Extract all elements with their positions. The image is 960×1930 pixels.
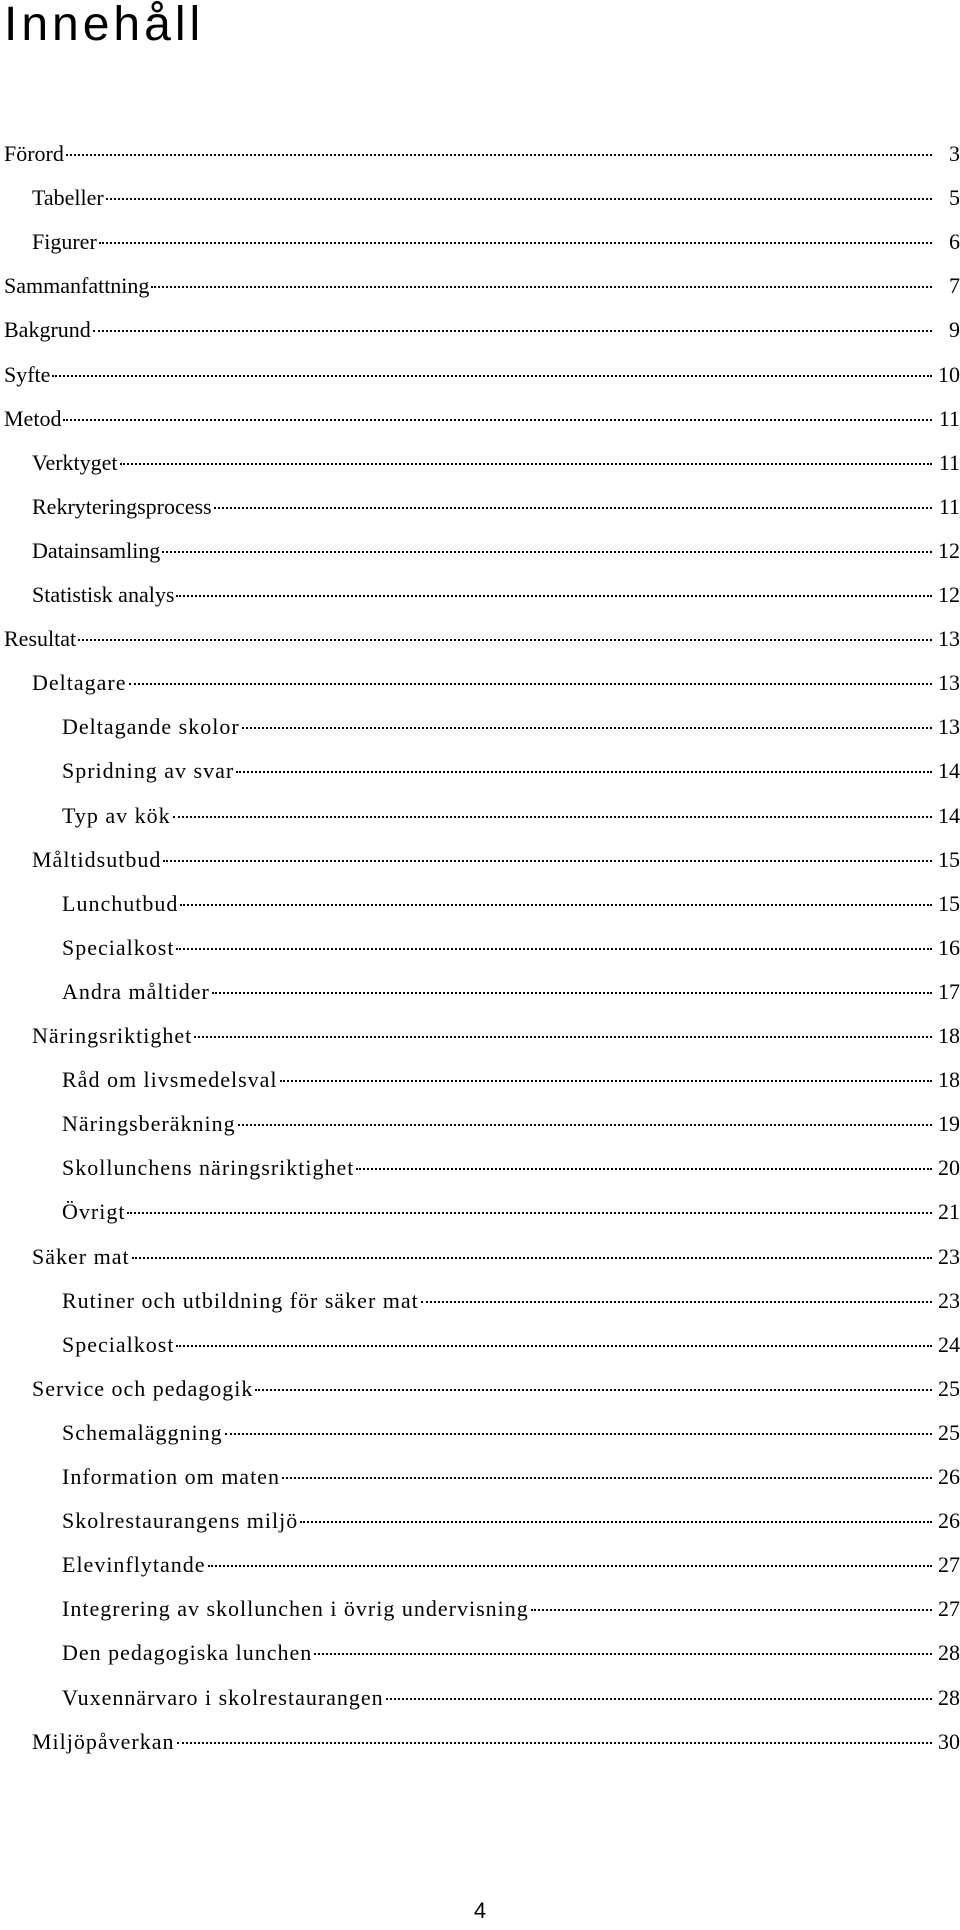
toc-entry[interactable] <box>32 1373 960 1405</box>
toc-entry-page-number: 18 <box>938 1023 960 1048</box>
toc-entry-page-number: 6 <box>949 229 960 254</box>
toc-entry-label: Råd om livsmedelsval <box>62 1067 278 1092</box>
toc-dot-leader <box>151 286 932 288</box>
toc-dot-leader <box>63 419 932 421</box>
toc-dot-leader <box>282 1477 932 1479</box>
toc-entry[interactable] <box>32 182 960 214</box>
page-number: 4 <box>473 1898 487 1923</box>
toc-entry-label: Elevinflytande <box>62 1552 206 1577</box>
toc-dot-leader <box>78 639 932 641</box>
toc-entry-label: Lunchutbud <box>62 891 179 916</box>
toc-dot-leader <box>236 771 932 773</box>
toc-entry-label: Den pedagogiska lunchen <box>62 1640 313 1665</box>
toc-entry-page-number: 26 <box>938 1464 960 1489</box>
toc-entry-page-number: 16 <box>938 935 960 960</box>
toc-dot-leader <box>180 904 932 906</box>
toc-entry[interactable] <box>62 1329 960 1361</box>
toc-entry[interactable] <box>4 270 960 302</box>
toc-entry-page-number: 23 <box>938 1244 960 1269</box>
toc-dot-leader <box>242 727 932 729</box>
toc-dot-leader <box>177 1742 932 1744</box>
toc-dot-leader <box>93 330 932 332</box>
toc-entry-label: Datainsamling <box>32 538 161 563</box>
toc-entry[interactable] <box>4 623 960 655</box>
toc-entry-page-number: 21 <box>938 1199 960 1224</box>
toc-entry-label: Deltagare <box>32 670 127 695</box>
toc-entry-label: Vuxennärvaro i skolrestaurangen <box>62 1685 384 1710</box>
toc-entry-page-number: 12 <box>938 538 960 563</box>
toc-entry-page-number: 15 <box>938 847 960 872</box>
toc-entry-label: Övrigt <box>62 1199 126 1224</box>
toc-entry-page-number: 15 <box>938 891 960 916</box>
toc-entry[interactable] <box>62 1064 960 1096</box>
toc-entry[interactable] <box>32 844 960 876</box>
toc-dot-leader <box>176 948 932 950</box>
toc-entry[interactable] <box>32 447 960 479</box>
toc-entry-page-number: 30 <box>938 1729 960 1754</box>
toc-entry-page-number: 28 <box>938 1640 960 1665</box>
toc-entry-label: Rekryteringsprocess <box>32 494 212 519</box>
toc-entry-label: Syfte <box>4 362 51 387</box>
toc-dot-leader <box>194 1036 932 1038</box>
toc-entry-page-number: 14 <box>938 803 960 828</box>
toc-dot-leader <box>127 1212 932 1214</box>
toc-entry[interactable] <box>62 1549 960 1581</box>
toc-entry[interactable] <box>62 1417 960 1449</box>
toc-entry-label: Resultat <box>4 626 77 651</box>
toc-entry[interactable] <box>32 226 960 258</box>
toc-entry-label: Statistisk analys <box>32 582 175 607</box>
toc-dot-leader <box>162 551 932 553</box>
toc-entry-label: Skollunchens näringsriktighet <box>62 1155 355 1180</box>
toc-entry-label: Integrering av skollunchen i övrig undervisning <box>62 1596 529 1621</box>
toc-entry-page-number: 25 <box>938 1376 960 1401</box>
toc-entry-page-number: 11 <box>938 494 960 519</box>
toc-entry-page-number: 18 <box>938 1067 960 1092</box>
toc-entry-label: Specialkost <box>62 1332 175 1357</box>
toc-dot-leader <box>132 1257 932 1259</box>
toc-entry-label: Säker mat <box>32 1244 130 1269</box>
toc-entry-page-number: 27 <box>938 1552 960 1577</box>
toc-dot-leader <box>66 154 932 156</box>
toc-entry[interactable] <box>62 755 960 787</box>
toc-entry[interactable] <box>32 579 960 611</box>
toc-entry[interactable] <box>32 1241 960 1273</box>
toc-dot-leader <box>176 595 932 597</box>
toc-dot-leader <box>212 992 932 994</box>
toc-entry-page-number: 10 <box>938 362 960 387</box>
toc-dot-leader <box>173 816 932 818</box>
toc-entry-page-number: 11 <box>938 406 960 431</box>
toc-entry-label: Spridning av svar <box>62 758 235 783</box>
toc-dot-leader <box>280 1080 932 1082</box>
toc-dot-leader <box>163 860 932 862</box>
toc-dot-leader <box>176 1345 932 1347</box>
toc-entry-label: Tabeller <box>32 185 104 210</box>
toc-entry-page-number: 5 <box>949 185 960 210</box>
page-title: Innehåll <box>4 0 205 51</box>
toc-entry-label: Typ av kök <box>62 803 171 828</box>
toc-entry-label: Schemaläggning <box>62 1420 223 1445</box>
toc-entry-label: Figurer <box>32 229 97 254</box>
toc-entry-label: Verktyget <box>32 450 118 475</box>
toc-entry-page-number: 13 <box>938 714 960 739</box>
toc-entry[interactable] <box>4 359 960 391</box>
toc-entry-page-number: 9 <box>949 317 960 342</box>
toc-entry-page-number: 19 <box>938 1111 960 1136</box>
toc-entry-label: Deltagande skolor <box>62 714 240 739</box>
toc-entry-label: Andra måltider <box>62 979 210 1004</box>
toc-entry[interactable] <box>62 800 960 832</box>
toc-entry-label: Miljöpåverkan <box>32 1729 175 1754</box>
toc-entry[interactable] <box>62 1682 960 1714</box>
toc-entry-label: Förord <box>4 141 64 166</box>
toc-dot-leader <box>208 1565 932 1567</box>
toc-dot-leader <box>356 1168 932 1170</box>
toc-entry[interactable] <box>62 932 960 964</box>
toc-dot-leader <box>421 1301 932 1303</box>
toc-entry[interactable] <box>62 1593 960 1625</box>
toc-entry-page-number: 26 <box>938 1508 960 1533</box>
toc-dot-leader <box>99 242 932 244</box>
toc-entry-page-number: 11 <box>938 450 960 475</box>
toc-entry-page-number: 3 <box>949 141 960 166</box>
toc-entry-page-number: 13 <box>938 670 960 695</box>
toc-dot-leader <box>255 1389 932 1391</box>
toc-entry-label: Service och pedagogik <box>32 1376 254 1401</box>
toc-entry[interactable] <box>62 976 960 1008</box>
toc-dot-leader <box>300 1521 932 1523</box>
toc-entry-label: Skolrestaurangens miljö <box>62 1508 299 1533</box>
toc-entry[interactable] <box>62 1108 960 1140</box>
toc-dot-leader <box>225 1433 932 1435</box>
toc-entry[interactable] <box>62 888 960 920</box>
toc-entry[interactable] <box>4 314 960 346</box>
toc-entry-page-number: 20 <box>938 1155 960 1180</box>
toc-entry-page-number: 7 <box>949 273 960 298</box>
toc-entry-label: Sammanfattning <box>4 273 150 298</box>
toc-entry[interactable] <box>62 711 960 743</box>
toc-entry-label: Information om maten <box>62 1464 280 1489</box>
toc-dot-leader <box>214 507 932 509</box>
toc-dot-leader <box>386 1698 932 1700</box>
toc-entry[interactable] <box>32 1726 960 1758</box>
toc-entry[interactable] <box>32 535 960 567</box>
toc-entry-page-number: 27 <box>938 1596 960 1621</box>
toc-entry-page-number: 13 <box>938 626 960 651</box>
toc-dot-leader <box>314 1653 932 1655</box>
toc-entry[interactable] <box>62 1152 960 1184</box>
toc-entry[interactable] <box>62 1285 960 1317</box>
toc-entry[interactable] <box>62 1461 960 1493</box>
toc-entry-label: Metod <box>4 406 62 431</box>
toc-dot-leader <box>531 1609 932 1611</box>
toc-entry[interactable] <box>4 403 960 435</box>
toc-dot-leader <box>120 463 932 465</box>
toc-entry-page-number: 14 <box>938 758 960 783</box>
toc-entry[interactable] <box>62 1505 960 1537</box>
toc-entry-page-number: 25 <box>938 1420 960 1445</box>
toc-dot-leader <box>52 375 932 377</box>
toc-entry[interactable] <box>4 138 960 170</box>
toc-entry-label: Måltidsutbud <box>32 847 162 872</box>
toc-dot-leader <box>106 198 932 200</box>
toc-dot-leader <box>129 683 933 685</box>
toc-entry-page-number: 17 <box>938 979 960 1004</box>
toc-entry-label: Rutiner och utbildning för säker mat <box>62 1288 419 1313</box>
toc-entry-page-number: 12 <box>938 582 960 607</box>
toc-entry-page-number: 23 <box>938 1288 960 1313</box>
toc-entry-label: Näringsriktighet <box>32 1023 193 1048</box>
toc-entry[interactable] <box>32 667 960 699</box>
toc-entry-label: Bakgrund <box>4 317 91 342</box>
toc-entry[interactable] <box>32 1020 960 1052</box>
toc-entry-label: Specialkost <box>62 935 175 960</box>
toc-entry[interactable] <box>32 491 960 523</box>
toc-entry-label: Näringsberäkning <box>62 1111 236 1136</box>
toc-entry-page-number: 24 <box>938 1332 960 1357</box>
toc-entry[interactable] <box>62 1196 960 1228</box>
toc-entry-page-number: 28 <box>938 1685 960 1710</box>
toc-dot-leader <box>238 1124 932 1126</box>
toc-entry[interactable] <box>62 1637 960 1669</box>
